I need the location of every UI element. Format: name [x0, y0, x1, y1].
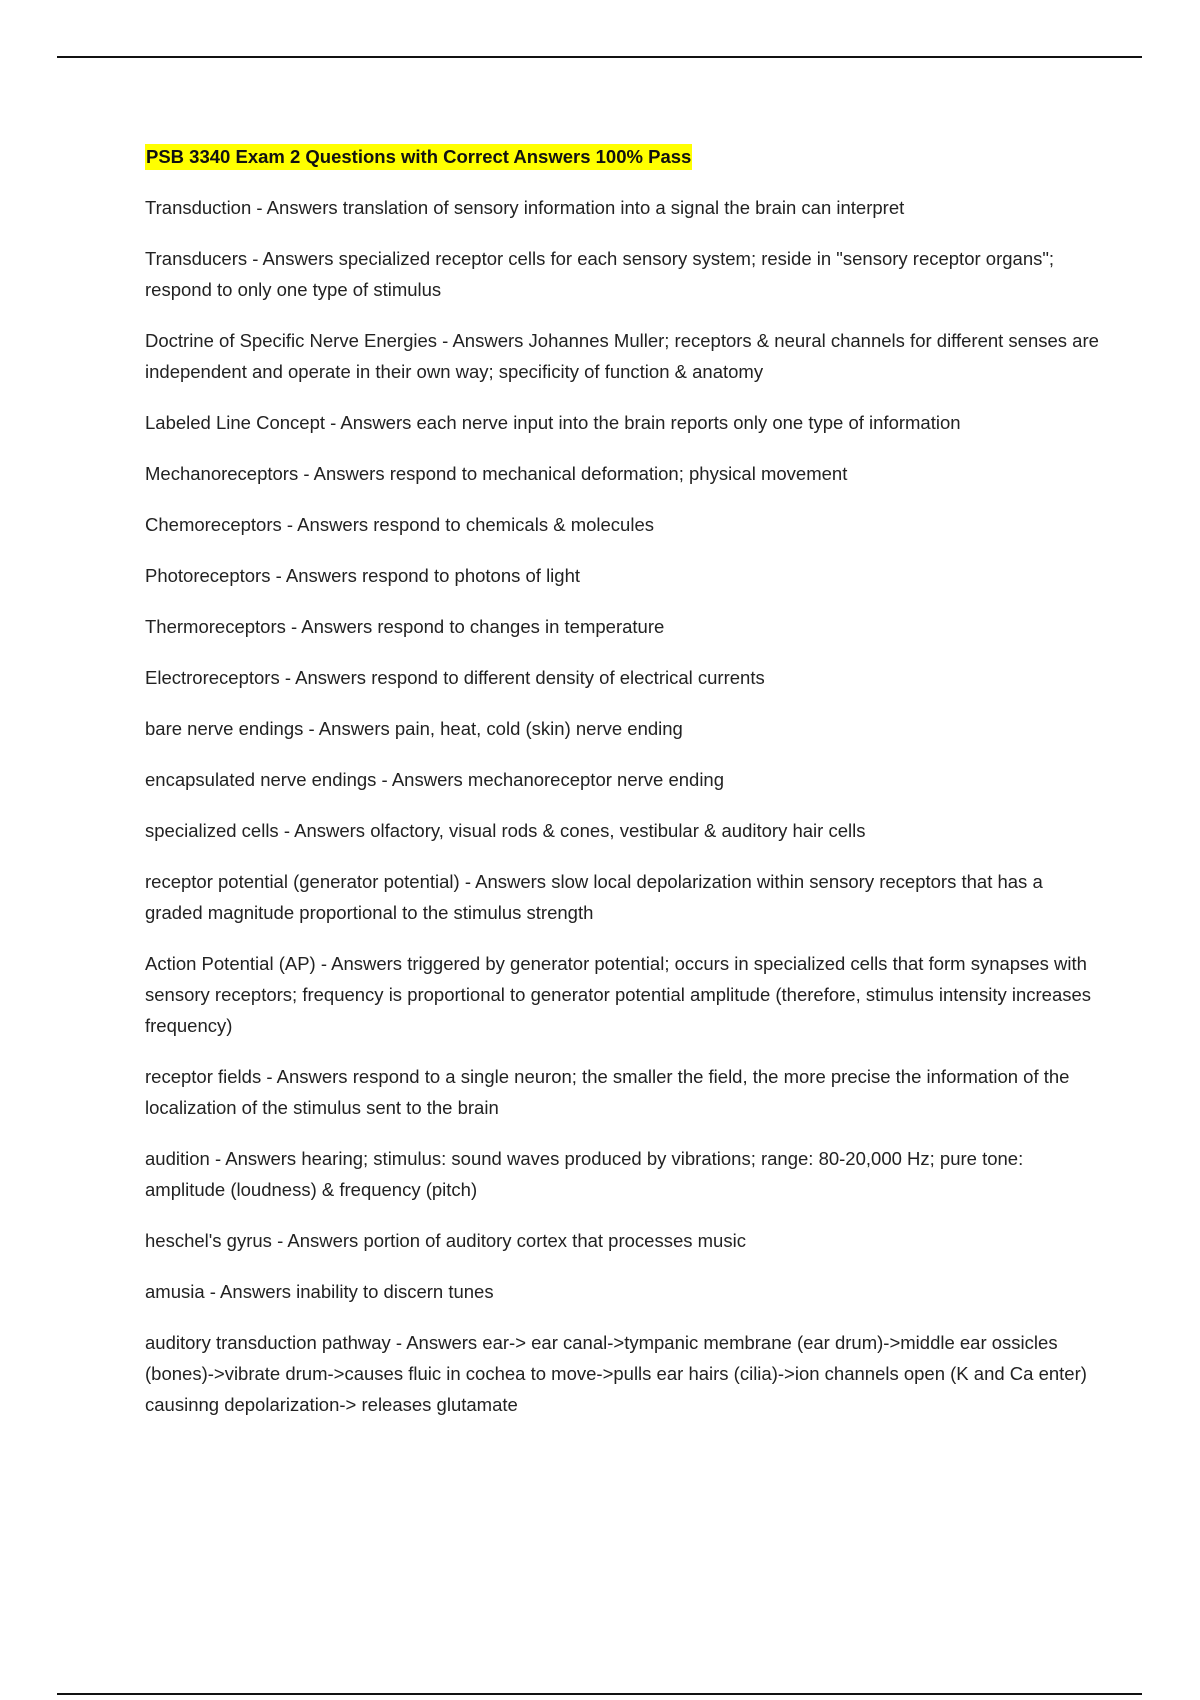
qa-answer: respond to a single neuron; the smaller the field, the more precise the information of the localization of the stimulus sent to the brain	[145, 1066, 1070, 1118]
qa-answer: respond to mechanical deformation; physical movement	[389, 463, 848, 484]
qa-separator: - Answers	[261, 1066, 353, 1087]
qa-answer: hearing; stimulus: sound waves produced by vibrations; range: 80-20,000 Hz; pure tone: amplitude (loudness) & frequency (pitch)	[145, 1148, 1024, 1200]
qa-term: Photoreceptors	[145, 565, 271, 586]
qa-item	[145, 815, 1100, 846]
qa-answer: ear-> ear canal->tympanic membrane (ear drum)->middle ear ossicles (bones)->vibrate drum->causes fluic in cochea to move->pulls ear hairs (cilia)->ion channels open (K and Ca enter) causinng depolarization-> releases glutamate	[145, 1332, 1087, 1415]
qa-item	[145, 325, 1100, 387]
qa-separator: - Answers	[459, 871, 552, 892]
qa-separator: - Answers	[390, 1332, 483, 1353]
qa-term: specialized cells	[145, 820, 279, 841]
qa-separator: - Answers	[281, 514, 374, 535]
qa-separator: - Answers	[376, 769, 468, 790]
qa-answer: mechanoreceptor nerve ending	[467, 769, 725, 790]
qa-term: Labeled Line Concept	[145, 412, 326, 433]
qa-term: Thermoreceptors	[145, 616, 286, 637]
qa-item	[145, 713, 1100, 744]
qa-item	[145, 1061, 1100, 1123]
qa-term: receptor potential (generator potential)	[145, 871, 460, 892]
qa-separator: - Answers	[279, 667, 372, 688]
qa-item	[145, 611, 1100, 642]
qa-list	[145, 192, 1100, 1420]
qa-answer: portion of auditory cortex that processes music	[363, 1230, 746, 1251]
qa-separator: - Answers	[437, 330, 529, 351]
qa-item	[145, 866, 1100, 928]
qa-term: Transduction	[145, 197, 252, 218]
qa-separator: - Answers	[204, 1281, 297, 1302]
qa-term: Transducers	[145, 248, 248, 269]
qa-item	[145, 1143, 1100, 1205]
qa-term: amusia	[145, 1281, 205, 1302]
qa-term: Mechanoreceptors	[145, 463, 299, 484]
qa-item	[145, 458, 1100, 489]
qa-term: Doctrine of Specific Nerve Energies	[145, 330, 438, 351]
qa-item	[145, 1225, 1100, 1256]
qa-item	[145, 407, 1100, 438]
qa-term: Chemoreceptors	[145, 514, 282, 535]
qa-answer: specialized receptor cells for each sensory system; reside in "sensory receptor organs"; respond to only one type of stimulus	[145, 248, 1055, 300]
qa-answer: inability to discern tunes	[296, 1281, 494, 1302]
qa-term: audition	[145, 1148, 210, 1169]
qa-answer: slow local depolarization within sensory receptors that has a graded magnitude proportional to the stimulus strength	[145, 871, 1043, 923]
qa-answer: respond to changes in temperature	[377, 616, 665, 637]
qa-answer: Johannes Muller; receptors & neural channels for different senses are independent and operate in their own way; specificity of function & anatomy	[145, 330, 1099, 382]
qa-answer: pain, heat, cold (skin) nerve ending	[394, 718, 683, 739]
qa-separator: - Answers	[285, 616, 378, 637]
document-body	[145, 144, 1100, 1440]
qa-item	[145, 1276, 1100, 1307]
qa-item	[145, 243, 1100, 305]
qa-answer: translation of sensory information into a signal the brain can interpret	[342, 197, 905, 218]
qa-item	[145, 192, 1100, 223]
qa-answer: respond to chemicals & molecules	[373, 514, 654, 535]
qa-term: heschel's gyrus	[145, 1230, 272, 1251]
qa-separator: - Answers	[303, 718, 395, 739]
qa-item	[145, 560, 1100, 591]
qa-term: receptor fields	[145, 1066, 262, 1087]
qa-separator: - Answers	[298, 463, 390, 484]
qa-separator: - Answers	[209, 1148, 302, 1169]
qa-separator: - Answers	[271, 1230, 364, 1251]
qa-separator: - Answers	[325, 412, 417, 433]
qa-item	[145, 764, 1100, 795]
qa-term: Electroreceptors	[145, 667, 280, 688]
qa-separator: - Answers	[278, 820, 371, 841]
bottom-rule	[57, 1693, 1142, 1695]
qa-answer: triggered by generator potential; occurs in specialized cells that form synapses with sensory receptors; frequency is proportional to generator potential amplitude (therefore, stimulus intensity increases frequency)	[145, 953, 1092, 1036]
qa-item	[145, 1327, 1100, 1420]
qa-term: auditory transduction pathway	[145, 1332, 391, 1353]
qa-answer: olfactory, visual rods & cones, vestibular & auditory hair cells	[370, 820, 866, 841]
document-title: PSB 3340 Exam 2 Questions with Correct Answers 100% Pass	[145, 144, 692, 170]
qa-term: bare nerve endings	[145, 718, 304, 739]
qa-separator: - Answers	[247, 248, 339, 269]
qa-item	[145, 509, 1100, 540]
qa-item	[145, 662, 1100, 693]
qa-separator: - Answers	[270, 565, 362, 586]
qa-item	[145, 948, 1100, 1041]
qa-term: Action Potential (AP)	[145, 953, 316, 974]
top-rule	[57, 56, 1142, 58]
qa-answer: respond to photons of light	[361, 565, 581, 586]
qa-term: encapsulated nerve endings	[145, 769, 377, 790]
qa-answer: each nerve input into the brain reports only one type of information	[416, 412, 961, 433]
qa-separator: - Answers	[315, 953, 408, 974]
qa-answer: respond to different density of electrical currents	[371, 667, 765, 688]
qa-separator: - Answers	[251, 197, 343, 218]
